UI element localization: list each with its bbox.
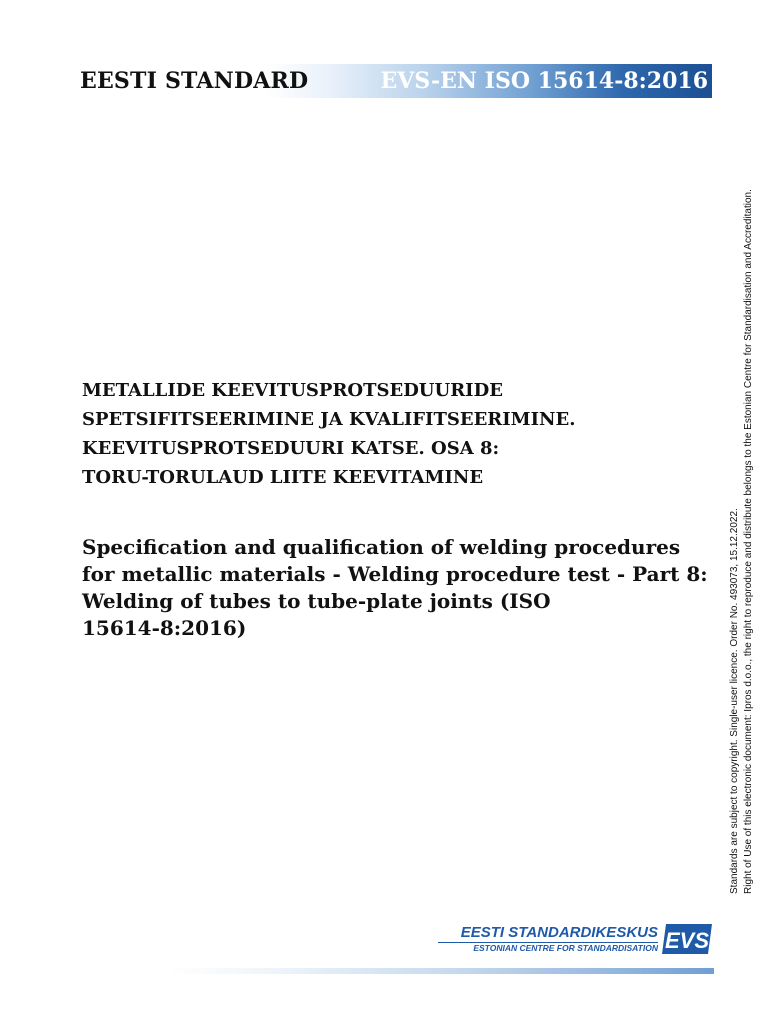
title-estonian	[82, 376, 682, 492]
evs-logo	[430, 922, 715, 958]
logo-subtitle: ESTONIAN CENTRE FOR STANDARDISATION	[473, 943, 658, 953]
title-estonian-line: SPETSIFITSEERIMINE JA KVALIFITSEERIMINE.	[82, 409, 576, 430]
header-label: EESTI STANDARD	[80, 68, 309, 94]
copyright-notice	[728, 124, 758, 894]
copyright-notice-line: Right of Use of this electronic document: Ipros d.o.o., the right to reproduce and distribute belongs to the Estonian Centre for Standardisation and Accreditation.	[743, 189, 754, 894]
title-english	[82, 534, 708, 642]
title-english-line: Welding of tubes to tube-plate joints (ISO	[82, 589, 551, 613]
title-estonian-line: METALLIDE KEEVITUSPROTSEDUURIDE	[82, 380, 503, 401]
logo-mark-text: EVS	[664, 928, 710, 953]
title-estonian-line: TORU-TORULAUD LIITE KEEVITAMINE	[82, 467, 484, 488]
title-english-line: for metallic materials - Welding procedure test - Part 8:	[82, 562, 708, 586]
evs-mark-icon	[660, 922, 714, 956]
logo-name: EESTI STANDARDIKESKUS	[460, 924, 658, 941]
standard-code: EVS-EN ISO 15614-8:2016	[380, 68, 708, 94]
title-english-line: 15614-8:2016)	[82, 616, 247, 640]
title-english-line: Specification and qualification of welding procedures	[82, 535, 681, 559]
title-estonian-line: KEEVITUSPROTSEDUURI KATSE. OSA 8:	[82, 438, 500, 459]
footer-rule	[168, 968, 714, 974]
copyright-notice-line: Standards are subject to copyright. Single-user licence. Order No. 493073, 15.12.2022.	[729, 508, 740, 894]
